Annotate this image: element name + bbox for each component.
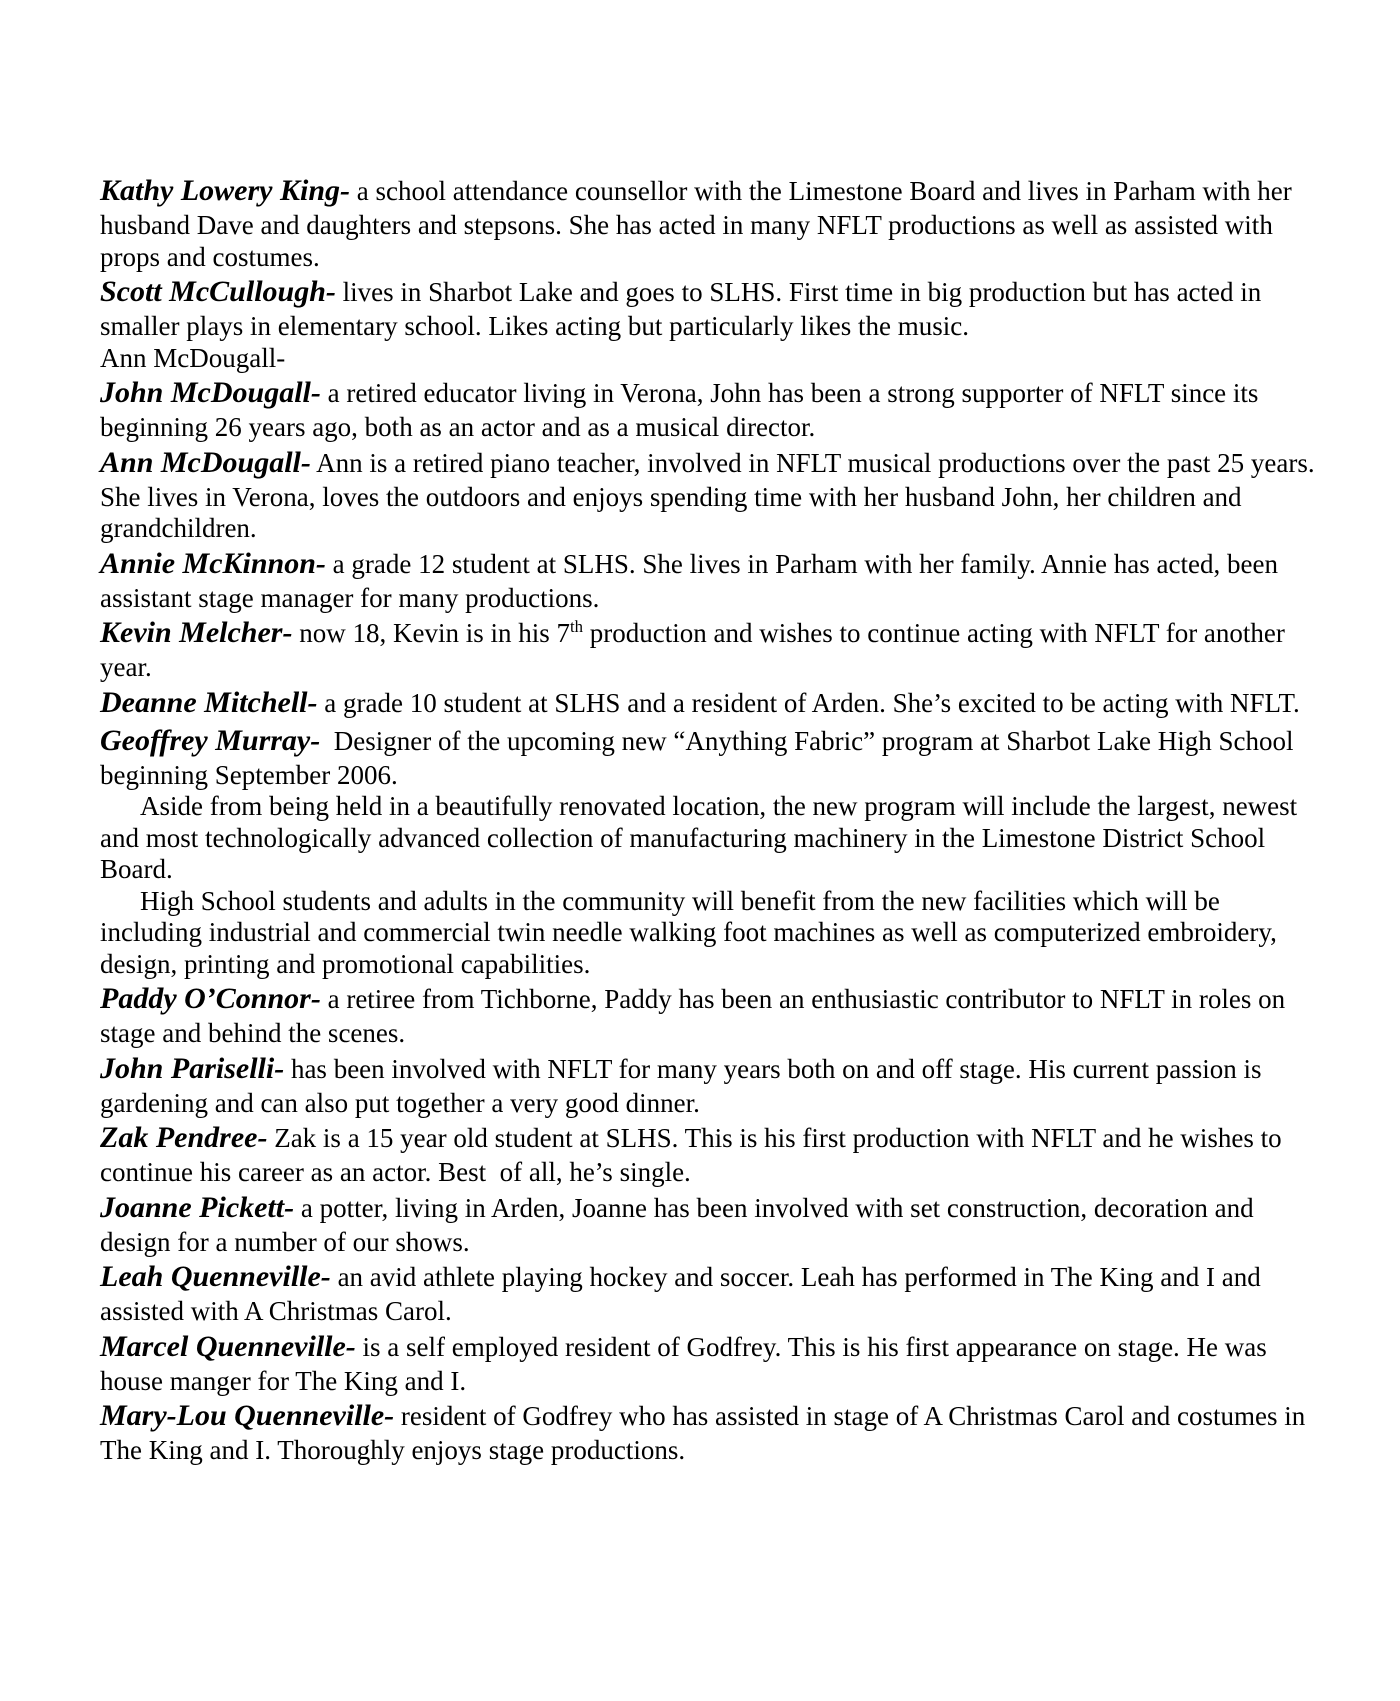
- description-segment: is a self employed resident of Godfrey. This is his first appearance on stage. He was house manger for The King and I.: [100, 1331, 1274, 1396]
- bio-entry: [100, 172, 1315, 273]
- bio-name: John Pariselli-: [100, 1051, 285, 1085]
- description-segment: an avid athlete playing hockey and soccer. Leah has performed in The King and I and assisted with A Christmas Carol.: [100, 1262, 1268, 1326]
- bio-description: [318, 688, 1300, 718]
- bio-description: [100, 791, 1304, 884]
- bio-entry: [100, 614, 1315, 684]
- description-segment: a retiree from Tichborne, Paddy has been an enthusiastic contributor to NFLT in roles on stage and behind the scenes.: [100, 984, 1292, 1048]
- description-segment: a potter, living in Arden, Joanne has been involved with set construction, decoration and design for a number of our shows.: [100, 1192, 1261, 1257]
- bio-entry: [100, 1328, 1315, 1398]
- bio-name: Joanne Pickett-: [100, 1190, 295, 1224]
- bio-entry: [100, 1119, 1315, 1189]
- description-segment: resident of Godfrey who has assisted in stage of A Christmas Carol and costumes in The King and I. Thoroughly enjoys stage productions.: [100, 1401, 1312, 1465]
- bio-entry: [100, 1258, 1315, 1328]
- bio-description: [100, 1123, 1288, 1187]
- bio-list: [100, 172, 1322, 1467]
- bio-name: Zak Pendree-: [100, 1121, 268, 1154]
- bio-entry: [100, 1189, 1315, 1259]
- bio-name: Kevin Melcher-: [100, 616, 293, 649]
- description-segment: a grade 10 student at SLHS and a resident of Arden. She’s excited to be acting with NFLT.: [317, 687, 1300, 718]
- bio-entry: [100, 273, 1315, 343]
- bio-entry: [100, 722, 1315, 792]
- bio-entry: [100, 980, 1315, 1050]
- bio-name: Leah Quenneville-: [100, 1260, 331, 1293]
- bio-name: Kathy Lowery King-: [100, 174, 351, 207]
- bio-name: Scott McCullough-: [100, 275, 336, 308]
- bio-name: Paddy O’Connor-: [100, 982, 321, 1015]
- description-segment: High School students and adults in the community will benefit from the new facilities which will be including industrial and commercial twin needle walking foot machines as well as computerized embroidery, design, printing and promotional capabilities.: [100, 885, 1284, 979]
- bio-name: Marcel Quenneville-: [100, 1329, 356, 1363]
- description-segment: Designer of the upcoming new “Anything Fabric” program at Sharbot Lake High School beginning September 2006.: [100, 725, 1301, 790]
- description-segment: Ann is a retired piano teacher, involved in NFLT musical productions over the past 25 years. She lives in Verona, loves the outdoors and enjoys spending time with her husband John, her children and grandchildren.: [100, 447, 1322, 543]
- description-segment: lives in Sharbot Lake and goes to SLHS. First time in big production but has acted in smaller plays in elementary school. Likes acting but particularly likes the music.: [100, 277, 1269, 341]
- bio-name: Annie McKinnon-: [100, 546, 326, 580]
- bio-entry: [100, 791, 1315, 886]
- superscript-text: th: [569, 617, 584, 636]
- bio-entry: [100, 444, 1322, 545]
- bio-entry: [100, 343, 1315, 375]
- description-segment: Ann McDougall-: [100, 342, 286, 373]
- description-segment: production and wishes to continue acting with NFLT for another year.: [100, 618, 1292, 682]
- bio-name: John McDougall-: [100, 376, 321, 409]
- description-segment: a grade 12 student at SLHS. She lives in Parham with her family. Annie has acted, been assistant stage manager for many productions.: [100, 548, 1285, 613]
- bio-description: [100, 886, 1284, 979]
- description-segment: Aside from being held in a beautifully renovated location, the new program will include the largest, newest and most technologically advanced collection of manufacturing machinery in the Limestone District School Board.: [100, 791, 1304, 884]
- description-segment: has been involved with NFLT for many years both on and off stage. His current passion is gardening and can also put together a very good dinner.: [100, 1053, 1269, 1118]
- description-segment: now 18, Kevin is in his 7: [292, 618, 570, 648]
- description-segment: Zak is a 15 year old student at SLHS. This is his first production with NFLT and he wishes to continue his career as an actor. Best of all, he’s single.: [100, 1123, 1289, 1187]
- bio-name: Ann McDougall-: [100, 445, 311, 479]
- bio-entry: [100, 545, 1315, 615]
- bio-entry: [100, 1050, 1315, 1120]
- description-segment: a school attendance counsellor with the Limestone Board and lives in Parham with her husband Dave and daughters and stepsons. She has acted in many NFLT productions as well as assisted with props and costumes.: [100, 176, 1299, 272]
- bio-name: Geoffrey Murray-: [100, 723, 321, 757]
- bio-name: Mary-Lou Quenneville-: [100, 1399, 395, 1432]
- bio-name: Deanne Mitchell-: [100, 685, 318, 719]
- bio-entry: [100, 886, 1315, 981]
- bio-entry: [100, 1397, 1315, 1467]
- bio-entry: [100, 374, 1315, 444]
- bio-description: [100, 343, 285, 373]
- bio-entry: [100, 684, 1315, 722]
- description-segment: a retired educator living in Verona, John has been a strong supporter of NFLT since its beginning 26 years ago, both as an actor and as a musical director.: [100, 378, 1266, 442]
